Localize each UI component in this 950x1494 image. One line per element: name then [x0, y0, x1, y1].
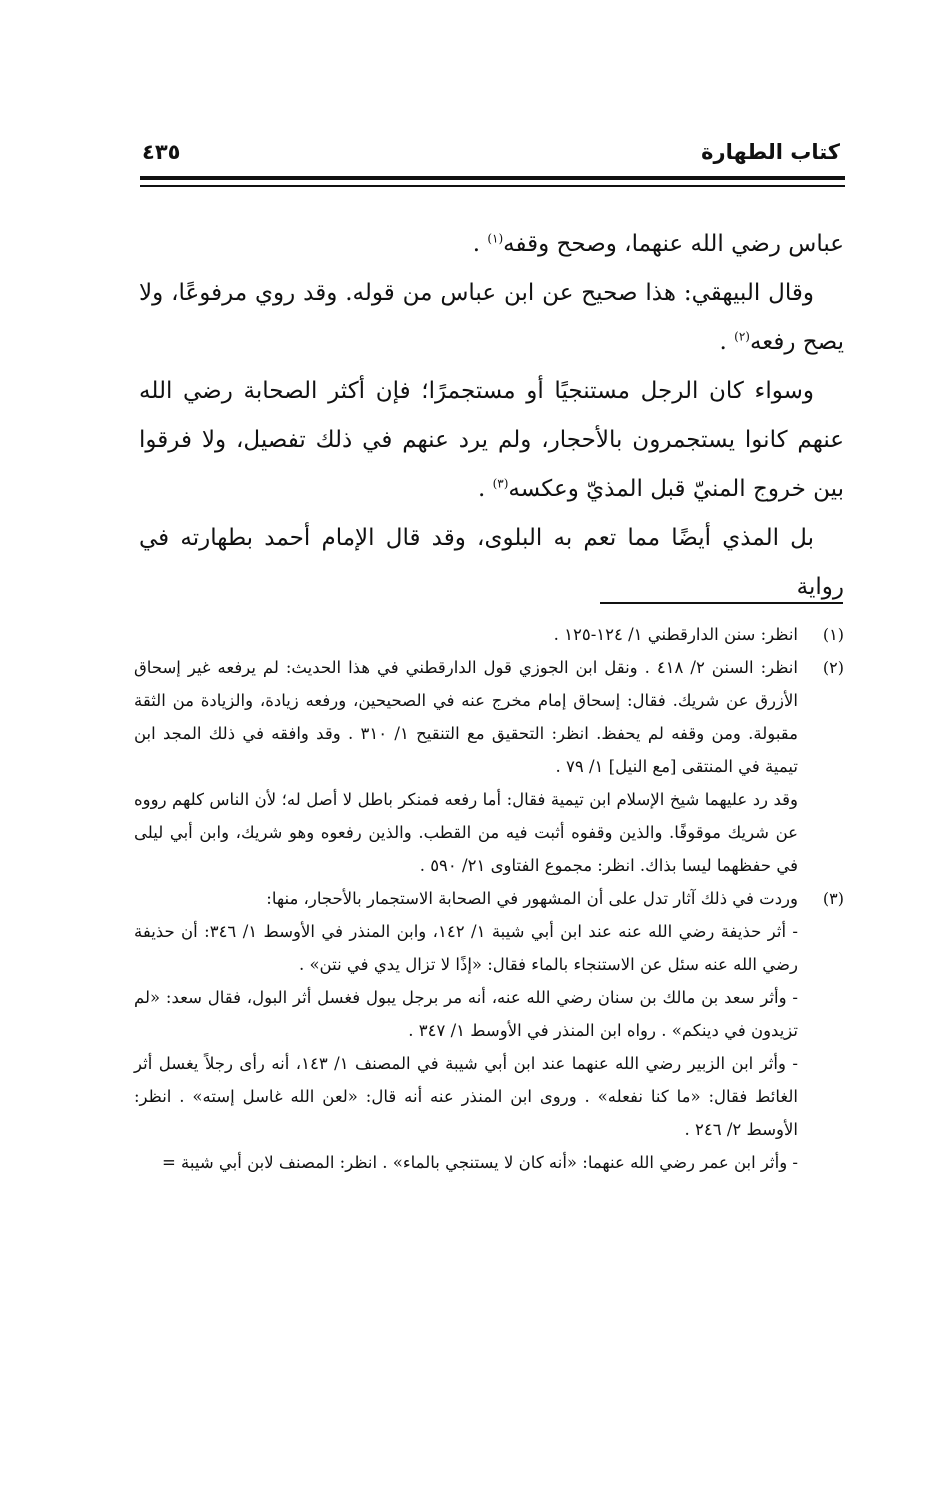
paragraph-end: . [719, 329, 735, 355]
paragraph-text: عباس رضي الله عنهما، وصحح وقفه [503, 231, 844, 257]
main-paragraph-4 [139, 514, 844, 612]
footnote-separator [600, 602, 843, 604]
paragraph-end: . [472, 231, 488, 257]
footnote-text: - أثر حذيفة رضي الله عنه عند ابن أبي شيبة ١/ ١٤٢، وابن المنذر في الأوسط ١/ ٣٤٦: أن حذيفة رضي الله عنه سئل عن الاستنجاء بالماء فقال: «إذًا لا تزال يدي في نتن» . [134, 922, 798, 974]
footnote-ref-1: (١) [487, 231, 504, 246]
running-header [140, 140, 840, 172]
main-paragraph-2 [139, 269, 844, 367]
paragraph-text: وقال البيهقي: هذا صحيح عن ابن عباس من قوله. وقد روي مرفوعًا، ولا يصح رفعه [139, 280, 844, 355]
page-number: ٤٣٥ [142, 140, 181, 164]
footnote-number: (١) [822, 625, 844, 644]
footnote-text: - وأثر ابن عمر رضي الله عنهما: «أنه كان لا يستنجي بالماء» . انظر: المصنف لابن أبي شيبة = [161, 1153, 798, 1172]
footnote-1 [134, 618, 844, 651]
paragraph-text: بل المذي أيضًا مما تعم به البلوى، وقد قال الإمام أحمد بطهارته في رواية [139, 525, 844, 600]
footnote-number: (٣) [822, 889, 844, 908]
main-paragraph-1 [139, 220, 844, 269]
footnote-ref-3: (٣) [492, 476, 509, 491]
paragraph-end: . [477, 476, 493, 502]
footnote-2 [134, 651, 844, 882]
header-rule-thin [140, 185, 845, 187]
footnote-number: (٢) [822, 658, 844, 677]
footnotes [134, 618, 844, 1179]
footnote-3 [134, 882, 844, 1179]
header-rule-thick [140, 176, 845, 180]
chapter-title: كتاب الطهارة [701, 140, 840, 164]
footnote-text: انظر: سنن الدارقطني ١/ ١٢٤-١٢٥ . [553, 625, 798, 644]
footnote-ref-2: (٢) [734, 329, 750, 344]
paragraph-text: وسواء كان الرجل مستنجيًا أو مستجمرًا؛ فإن أكثر الصحابة رضي الله عنهم كانوا يستجمرون بالأحجار، ولم يرد عنهم في ذلك تفصيل، ولا فرقوا بين خروج المنيّ قبل المذيّ وعكسه [139, 378, 844, 502]
footnote-text: انظر: السنن ٢/ ٤١٨ . ونقل ابن الجوزي قول الدارقطني في هذا الحديث: لم يرفعه غير إسحاق الأزرق عن شريك. فقال: إسحاق إمام مخرج عنه في الصحيحين، ورفعه زيادة، والزيادة من الثقة مقبولة. ومن وقفه لم يحفظ. انظر: التحقيق مع التنقيح ١/ ٣١٠ . وقد وافقه في ذلك المجد ابن تيمية في المنتقى [مع النيل] ١/ ٧٩ . [134, 658, 798, 776]
footnote-text: وردت في ذلك آثار تدل على أن المشهور في الصحابة الاستجمار بالأحجار، منها: [266, 889, 798, 908]
main-text [139, 220, 844, 612]
main-paragraph-3 [139, 367, 844, 514]
footnote-text: - وأثر سعد بن مالك بن سنان رضي الله عنه، أنه مر برجل يبول فغسل أثر البول، فقال سعد: «لم تزيدون في دينكم» . رواه ابن المنذر في الأوسط ١/ ٣٤٧ . [134, 988, 798, 1040]
footnote-text: وقد رد عليهما شيخ الإسلام ابن تيمية فقال: أما رفعه فمنكر باطل لا أصل له؛ لأن الناس كلهم رووه عن شريك موقوفًا. والذين وقفوه أثبت فيه من القطب. والذين رفعوه وهو شريك، وابن أبي ليلى في حفظهما ليسا بذاك. انظر: مجموع الفتاوى ٢١/ ٥٩٠ . [134, 790, 798, 875]
footnote-text: - وأثر ابن الزبير رضي الله عنهما عند ابن أبي شيبة في المصنف ١/ ١٤٣، أنه رأى رجلاً يغسل أثر الغائط فقال: «ما كنا نفعله» . وروى ابن المنذر عنه أنه قال: «لعن الله غاسل إسته» . انظر: الأوسط ٢/ ٢٤٦ . [134, 1054, 798, 1139]
